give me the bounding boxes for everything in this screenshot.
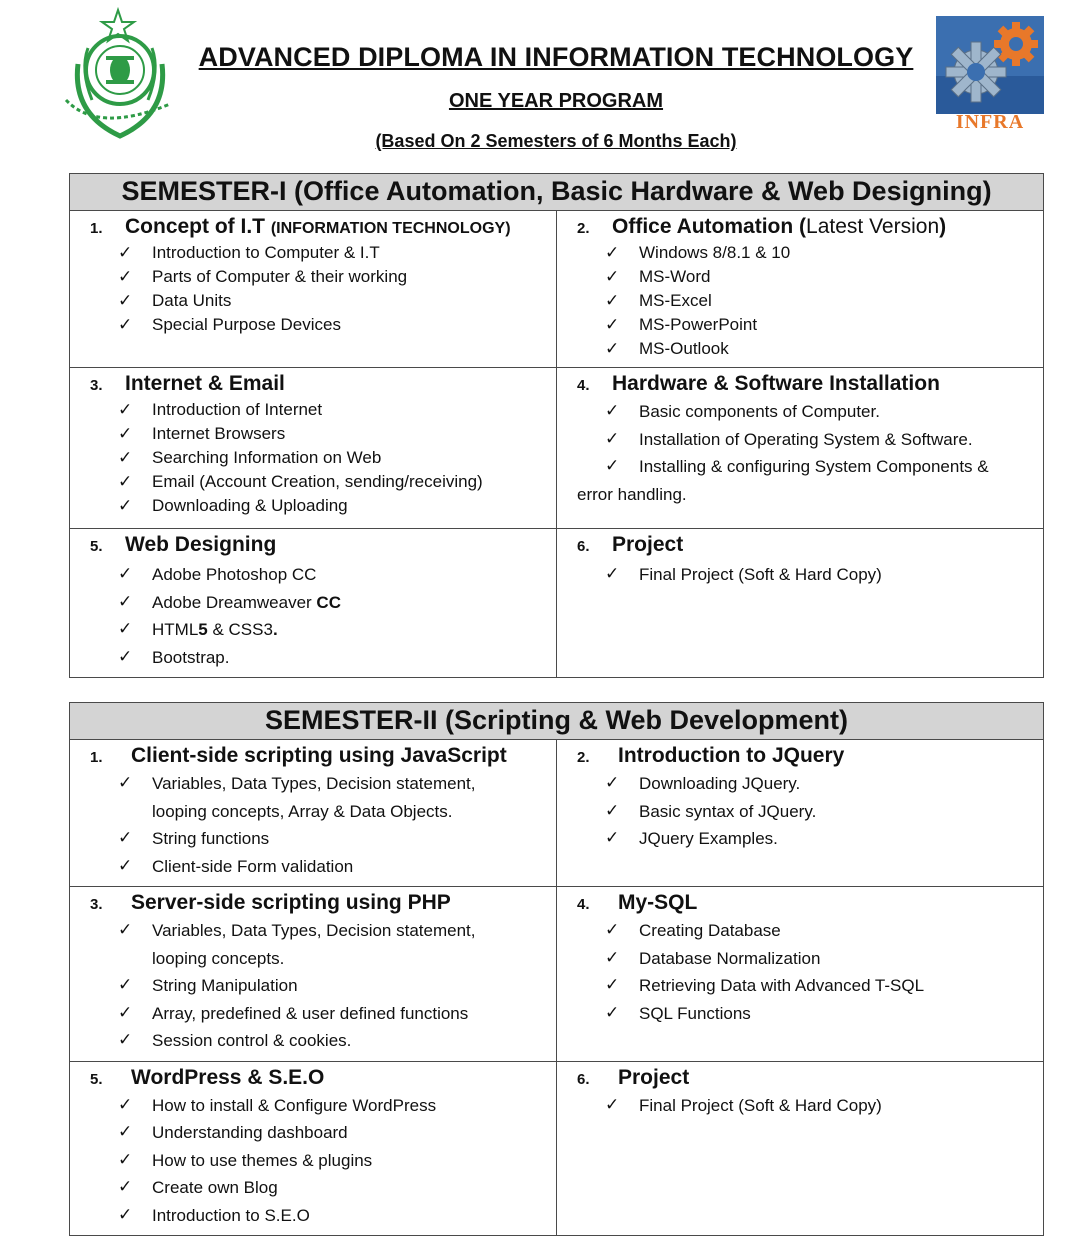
check-icon: ✓	[118, 267, 133, 287]
list-item: ✓ Bootstrap.	[118, 644, 546, 672]
check-icon: ✓	[118, 1204, 133, 1225]
section-title: 6. Project	[577, 533, 684, 556]
check-icon: ✓	[605, 315, 620, 335]
infra-logo	[936, 16, 1044, 132]
section-title: 3. Internet & Email	[90, 372, 285, 395]
list-item: ✓ Downloading & Uploading	[118, 496, 348, 516]
check-icon: ✓	[605, 947, 620, 968]
check-icon: ✓	[118, 564, 133, 584]
list-item: ✓ Create own Blog	[118, 1174, 546, 1202]
list-item: ✓ How to use themes & plugins	[118, 1147, 546, 1175]
list-item: ✓ Final Project (Soft & Hard Copy)	[605, 561, 1033, 589]
check-icon: ✓	[605, 975, 620, 995]
check-icon: ✓	[118, 496, 133, 516]
section-title: 5. Web Designing	[90, 533, 277, 556]
topic-list	[577, 561, 1033, 589]
section-hardware-software	[557, 368, 1044, 529]
check-icon: ✓	[118, 424, 133, 444]
list-item: ✓ Parts of Computer & their working	[118, 267, 408, 287]
section-server-side-scripting	[70, 887, 557, 1062]
check-icon: ✓	[118, 591, 133, 612]
section-web-designing	[70, 529, 557, 678]
list-item: ✓ Variables, Data Types, Decision statement, looping concepts, Array & Data Objects.	[118, 770, 546, 825]
topic-list	[577, 1092, 1033, 1120]
list-item: ✓ Installation of Operating System & Software.	[605, 426, 1033, 454]
section-jquery	[557, 740, 1044, 887]
check-icon: ✓	[118, 1149, 133, 1170]
list-item: ✓ Introduction of Internet	[118, 400, 323, 420]
check-icon: ✓	[118, 291, 133, 311]
page-subtitle: ONE YEAR PROGRAM	[448, 90, 664, 112]
check-icon: ✓	[605, 291, 620, 311]
list-item: ✓ Final Project (Soft & Hard Copy)	[605, 1092, 1033, 1120]
section-office-automation	[557, 211, 1044, 368]
list-item: ✓ Basic syntax of JQuery.	[605, 798, 1033, 826]
list-item: ✓ MS-Excel	[605, 291, 712, 311]
section-project	[557, 1061, 1044, 1236]
list-item: ✓ MS-PowerPoint	[605, 315, 758, 335]
check-icon: ✓	[605, 243, 620, 263]
check-icon: ✓	[118, 855, 133, 876]
page-title: ADVANCED DIPLOMA IN INFORMATION TECHNOLOGY	[198, 42, 914, 72]
list-item: ✓ Email (Account Creation, sending/receiving)	[118, 472, 483, 492]
check-icon: ✓	[605, 1002, 620, 1023]
check-icon: ✓	[118, 975, 133, 995]
list-item: ✓ Retrieving Data with Advanced T-SQL	[605, 972, 1033, 1000]
section-concept-it	[70, 211, 557, 368]
check-icon: ✓	[605, 800, 620, 821]
section-title: 1. Concept of I.T (INFORMATION TECHNOLOGY)	[90, 215, 511, 238]
check-icon: ✓	[605, 828, 620, 848]
program-note: (Based On 2 Semesters of 6 Months Each)	[375, 131, 737, 151]
semester-1-table	[69, 173, 1044, 678]
list-item: ✓ Introduction to S.E.O	[118, 1202, 546, 1230]
list-item: ✓ MS-Word	[605, 267, 711, 287]
check-icon: ✓	[118, 920, 133, 940]
check-icon: ✓	[605, 1094, 620, 1115]
list-item: ✓ Variables, Data Types, Decision statement, looping concepts.	[118, 917, 546, 972]
check-icon: ✓	[118, 1122, 133, 1142]
check-icon: ✓	[118, 448, 133, 468]
list-item: ✓ Adobe Photoshop CC	[118, 561, 546, 589]
list-item: ✓ Session control & cookies.	[118, 1027, 546, 1055]
section-title: 2. Office Automation ( Latest Version )	[577, 215, 947, 238]
check-icon: ✓	[605, 456, 620, 476]
check-icon: ✓	[118, 315, 133, 335]
semester-1-heading: SEMESTER-I (Office Automation, Basic Hardware & Web Designing)	[70, 174, 1044, 211]
infra-logo-text: INFRA	[955, 111, 1025, 133]
list-item: ✓ SQL Functions	[605, 1000, 1033, 1028]
list-item: ✓ Data Units	[118, 291, 232, 311]
list-item: ✓ HTML5 & CSS3.	[118, 616, 546, 644]
list-item: ✓ JQuery Examples.	[605, 825, 1033, 853]
check-icon: ✓	[118, 619, 133, 639]
list-item: ✓ How to install & Configure WordPress	[118, 1092, 546, 1120]
topic-list	[577, 917, 1033, 1027]
list-item: ✓ Downloading JQuery.	[605, 770, 1033, 798]
check-icon: ✓	[118, 400, 133, 420]
list-item: ✓ Searching Information on Web	[118, 448, 382, 468]
topic-list	[90, 917, 546, 1055]
topic-list	[577, 241, 1033, 361]
list-item: ✓ Windows 8/8.1 & 10	[605, 243, 791, 263]
check-icon: ✓	[605, 267, 620, 287]
check-icon: ✓	[605, 339, 620, 359]
list-item: ✓ Understanding dashboard	[118, 1119, 546, 1147]
section-internet-email	[70, 368, 557, 529]
section-title: 4. Hardware & Software Installation	[577, 372, 940, 395]
section-title: 3. Server-side scripting using PHP	[90, 891, 451, 914]
list-item: ✓ String functions	[118, 825, 546, 853]
section-wordpress-seo	[70, 1061, 557, 1236]
list-item: ✓ String Manipulation	[118, 972, 546, 1000]
semester-2-heading: SEMESTER-II (Scripting & Web Development)	[70, 703, 1044, 740]
section-title: 4. My-SQL	[577, 891, 698, 914]
list-item: ✓ Installing & configuring System Components & error handling.	[605, 453, 1033, 508]
topic-list	[90, 561, 546, 671]
list-item: ✓ MS-Outlook	[605, 339, 729, 359]
check-icon: ✓	[118, 773, 133, 793]
section-title: 6. Project	[577, 1065, 690, 1089]
check-icon: ✓	[118, 243, 133, 263]
check-icon: ✓	[118, 472, 133, 492]
government-emblem-logo	[58, 4, 186, 148]
topic-list	[577, 398, 1033, 508]
section-title: 5. WordPress & S.E.O	[90, 1065, 325, 1089]
list-item: ✓ Database Normalization	[605, 945, 1033, 973]
check-icon: ✓	[605, 773, 620, 793]
check-icon: ✓	[605, 564, 620, 584]
check-icon: ✓	[118, 828, 133, 848]
check-icon: ✓	[605, 428, 620, 449]
topic-list	[90, 241, 546, 337]
check-icon: ✓	[118, 1177, 133, 1197]
list-item: ✓ Special Purpose Devices	[118, 315, 341, 335]
list-item: ✓ Creating Database	[605, 917, 1033, 945]
check-icon: ✓	[605, 401, 620, 421]
topic-list	[90, 398, 546, 518]
list-item: ✓ Internet Browsers	[118, 424, 286, 444]
semester-2-table	[69, 702, 1044, 1236]
section-client-side-scripting	[70, 740, 557, 887]
check-icon: ✓	[118, 1030, 133, 1050]
topic-list	[90, 770, 546, 880]
list-item: ✓ Introduction to Computer & I.T	[118, 243, 380, 263]
list-item: ✓ Adobe Dreamweaver CC	[118, 589, 546, 617]
topic-list	[90, 1092, 546, 1230]
check-icon: ✓	[118, 646, 133, 667]
check-icon: ✓	[118, 1094, 133, 1115]
section-project	[557, 529, 1044, 678]
check-icon: ✓	[118, 1002, 133, 1023]
topic-list	[577, 770, 1033, 853]
section-title: 1. Client-side scripting using JavaScript	[90, 744, 507, 767]
list-item: ✓ Basic components of Computer.	[605, 398, 1033, 426]
list-item: ✓ Client-side Form validation	[118, 853, 546, 881]
list-item: ✓ Array, predefined & user defined functions	[118, 1000, 546, 1028]
section-title: 2. Introduction to JQuery	[577, 744, 845, 767]
section-mysql	[557, 887, 1044, 1062]
check-icon: ✓	[605, 920, 620, 940]
